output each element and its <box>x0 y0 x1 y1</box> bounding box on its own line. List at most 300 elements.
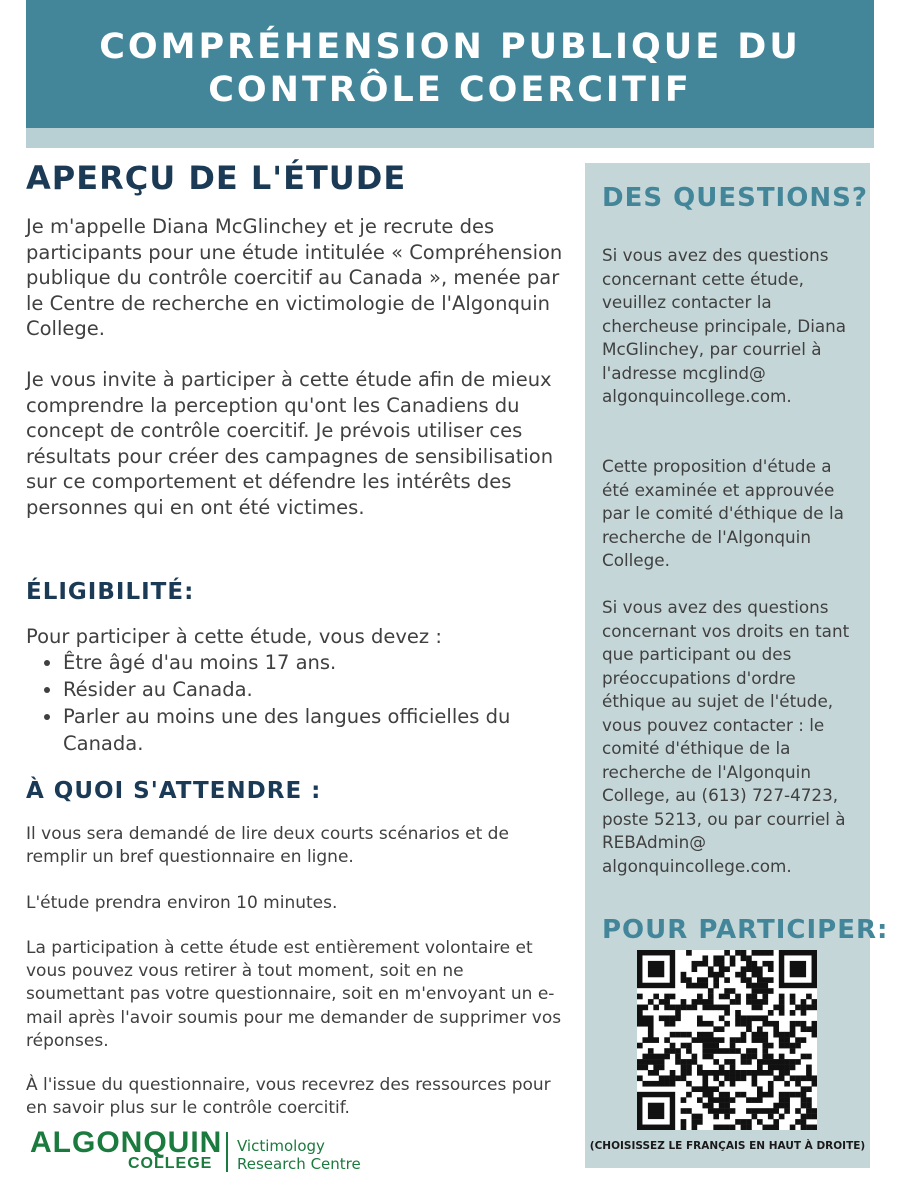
qr-module <box>697 1037 703 1043</box>
list-item: • Parler au moins une des langues officielles du Canada. <box>63 703 566 757</box>
qr-module <box>708 1092 714 1098</box>
qr-module <box>648 1015 654 1021</box>
qr-module <box>779 1103 785 1109</box>
qr-module <box>806 1070 812 1076</box>
qr-module <box>779 1097 785 1103</box>
qr-module <box>746 1054 752 1060</box>
qr-module <box>812 1075 817 1081</box>
qr-module <box>713 1005 719 1011</box>
qr-module <box>762 1070 768 1076</box>
qr-module <box>752 1005 758 1011</box>
qr-module <box>642 1059 648 1065</box>
qr-module <box>812 1026 817 1032</box>
qr-module <box>757 1119 763 1125</box>
qr-module <box>713 1075 719 1081</box>
qr-module <box>708 1103 714 1109</box>
qr-module <box>752 1097 758 1103</box>
qr-module <box>779 1065 785 1071</box>
qr-module <box>681 972 687 978</box>
qr-module <box>779 1054 785 1060</box>
qr-module <box>812 1005 817 1011</box>
qr-module <box>779 1043 785 1049</box>
qr-module <box>752 1054 758 1060</box>
qr-module <box>773 1065 779 1071</box>
qr-module <box>752 961 758 967</box>
qr-module <box>648 1032 654 1038</box>
qr-module <box>670 1021 676 1027</box>
qr-module <box>724 1070 730 1076</box>
qr-module <box>708 972 714 978</box>
qr-module <box>648 1037 654 1043</box>
qr-module <box>664 1015 670 1021</box>
qr-module <box>762 1037 768 1043</box>
qr-module <box>664 1037 670 1043</box>
qr-module <box>741 1054 747 1060</box>
qr-module <box>779 1092 785 1098</box>
qr-module <box>681 1032 687 1038</box>
qr-module <box>708 1048 714 1054</box>
qr-module <box>659 1081 665 1087</box>
qr-module <box>762 1015 768 1021</box>
qr-module <box>724 1075 730 1081</box>
qr-module <box>664 1075 670 1081</box>
qr-module <box>752 950 758 956</box>
qr-module <box>779 1010 785 1016</box>
qr-module <box>741 1125 747 1130</box>
qr-module <box>752 966 758 972</box>
qr-module <box>713 1086 719 1092</box>
qr-module <box>642 1021 648 1027</box>
qr-module <box>812 999 817 1005</box>
qr-module <box>801 1119 807 1125</box>
qr-module <box>708 1097 714 1103</box>
qr-module <box>752 1108 758 1114</box>
qr-module <box>648 1021 654 1027</box>
qr-module <box>642 1015 648 1021</box>
qr-module <box>648 1081 654 1087</box>
qr-module <box>692 961 698 967</box>
qr-module <box>790 1125 796 1130</box>
qr-module <box>790 994 796 1000</box>
qr-module <box>653 1059 659 1065</box>
qr-module <box>762 1092 768 1098</box>
qr-module <box>697 1119 703 1125</box>
qr-module <box>713 1070 719 1076</box>
qr-module <box>735 1015 741 1021</box>
qr-module <box>779 1032 785 1038</box>
qr-module <box>637 1075 643 1081</box>
qr-module <box>675 1005 681 1011</box>
qr-module <box>757 1059 763 1065</box>
qr-module <box>686 1059 692 1065</box>
qr-module <box>806 1103 812 1109</box>
qr-module <box>730 988 736 994</box>
qr-module <box>757 999 763 1005</box>
qr-module <box>724 1103 730 1109</box>
qr-module <box>801 1054 807 1060</box>
qr-module <box>801 1086 807 1092</box>
qr-module <box>670 1032 676 1038</box>
qr-module <box>713 983 719 989</box>
qr-module <box>768 1059 774 1065</box>
qr-module <box>637 1043 643 1049</box>
qr-module <box>637 1059 643 1065</box>
qr-module <box>702 1005 708 1011</box>
qr-note: (CHOISISSEZ LE FRANÇAIS EN HAUT À DROITE) <box>589 1140 866 1152</box>
qr-module <box>768 1065 774 1071</box>
qr-module <box>746 977 752 983</box>
qr-module <box>637 1005 643 1011</box>
qr-module <box>702 983 708 989</box>
qr-module <box>642 1065 648 1071</box>
title-line-2: CONTRÔLE COERCITIF <box>208 70 692 110</box>
qr-module <box>697 999 703 1005</box>
questions-paragraph-1: Si vous avez des questions concernant cette étude, veuillez contacter la chercheuse principale, Diana McGlinchey, par courriel à l'adresse mcglind@ algonquincollege.com. <box>602 245 847 406</box>
qr-module <box>708 1054 714 1060</box>
qr-module <box>692 1037 698 1043</box>
qr-module <box>708 1086 714 1092</box>
qr-module <box>702 977 708 983</box>
qr-module <box>713 972 719 978</box>
qr-module <box>790 1032 796 1038</box>
qr-module <box>702 1086 708 1092</box>
qr-module <box>757 988 763 994</box>
qr-module <box>741 972 747 978</box>
qr-module <box>746 1097 752 1103</box>
qr-module <box>741 1092 747 1098</box>
qr-module <box>697 1032 703 1038</box>
qr-module <box>768 1125 774 1130</box>
qr-module <box>768 1043 774 1049</box>
qr-module <box>702 1032 708 1038</box>
qr-module <box>806 1026 812 1032</box>
qr-module <box>757 977 763 983</box>
qr-module <box>795 1108 801 1114</box>
logo-divider <box>226 1132 228 1172</box>
qr-module <box>757 972 763 978</box>
expect-paragraph-1: Il vous sera demandé de lire deux courts scénarios et de remplir un bref questionnaire en ligne. <box>26 824 509 868</box>
qr-module <box>757 1005 763 1011</box>
qr-module <box>790 1043 796 1049</box>
qr-module <box>757 1092 763 1098</box>
qr-module <box>670 1005 676 1011</box>
qr-module <box>719 994 725 1000</box>
qr-module <box>768 977 774 983</box>
qr-module <box>806 1114 812 1120</box>
qr-module <box>752 1114 758 1120</box>
qr-module <box>757 1037 763 1043</box>
qr-module <box>708 1037 714 1043</box>
qr-module <box>801 1021 807 1027</box>
qr-module <box>708 1043 714 1049</box>
qr-module <box>702 1037 708 1043</box>
qr-module <box>637 1015 643 1021</box>
qr-module <box>724 1125 730 1130</box>
qr-module <box>648 999 654 1005</box>
page-title <box>26 26 874 112</box>
qr-module <box>768 1070 774 1076</box>
qr-module <box>746 966 752 972</box>
qr-module <box>686 1092 692 1098</box>
qr-module <box>812 1108 817 1114</box>
qr-module <box>713 1026 719 1032</box>
qr-module <box>697 977 703 983</box>
qr-module <box>697 1097 703 1103</box>
qr-module <box>670 1081 676 1087</box>
qr-module <box>697 994 703 1000</box>
qr-module <box>790 1021 796 1027</box>
qr-module <box>790 1048 796 1054</box>
qr-module <box>752 988 758 994</box>
qr-module <box>746 999 752 1005</box>
qr-module <box>664 994 670 1000</box>
eligibility-heading: ÉLIGIBILITÉ: <box>26 579 195 605</box>
expect-paragraph-2: L'étude prendra environ 10 minutes. <box>26 893 338 913</box>
logo-college: COLLEGE <box>128 1155 213 1172</box>
qr-module <box>768 1081 774 1087</box>
qr-module <box>708 988 714 994</box>
qr-module <box>681 999 687 1005</box>
qr-module <box>708 1108 714 1114</box>
qr-module <box>730 1048 736 1054</box>
qr-module <box>724 1005 730 1011</box>
qr-module <box>653 1037 659 1043</box>
qr-module <box>773 1119 779 1125</box>
qr-module <box>719 1108 725 1114</box>
qr-module <box>702 1103 708 1109</box>
qr-module <box>746 1015 752 1021</box>
qr-finder <box>648 1103 664 1119</box>
qr-module <box>779 1070 785 1076</box>
logo-subtitle-2: Research Centre <box>237 1155 361 1173</box>
expect-heading: À QUOI S'ATTENDRE : <box>26 778 322 804</box>
qr-module <box>735 999 741 1005</box>
qr-module <box>762 1108 768 1114</box>
qr-module <box>719 961 725 967</box>
qr-module <box>713 1114 719 1120</box>
questions-heading: DES QUESTIONS? <box>602 183 868 213</box>
qr-module <box>681 1125 687 1130</box>
qr-module <box>675 1010 681 1016</box>
overview-paragraph-1: Je m'appelle Diana McGlinchey et je recrute des participants pour une étude intitulée « Compréhension publique du contrôle coercitif au Canada », menée par le Centre de recherche en victimologie de l'Algonquin College. <box>26 215 563 340</box>
qr-module <box>692 1119 698 1125</box>
qr-module <box>686 1043 692 1049</box>
qr-module <box>735 1119 741 1125</box>
qr-module <box>719 1125 725 1130</box>
qr-module <box>719 1081 725 1087</box>
qr-module <box>762 1021 768 1027</box>
qr-module <box>773 1026 779 1032</box>
qr-module <box>768 1108 774 1114</box>
qr-module <box>741 977 747 983</box>
qr-module <box>686 977 692 983</box>
qr-module <box>724 1048 730 1054</box>
qr-module <box>692 1125 698 1130</box>
qr-module <box>741 1070 747 1076</box>
qr-module <box>719 972 725 978</box>
qr-module <box>762 1032 768 1038</box>
qr-module <box>708 1005 714 1011</box>
qr-module <box>752 1037 758 1043</box>
qr-module <box>724 988 730 994</box>
qr-module <box>801 1097 807 1103</box>
qr-module <box>730 1037 736 1043</box>
qr-module <box>752 1032 758 1038</box>
qr-module <box>746 1026 752 1032</box>
qr-module <box>653 1070 659 1076</box>
qr-module <box>670 1070 676 1076</box>
qr-module <box>784 1070 790 1076</box>
qr-module <box>790 1026 796 1032</box>
qr-module <box>757 966 763 972</box>
qr-module <box>730 999 736 1005</box>
qr-module <box>730 955 736 961</box>
qr-module <box>779 999 785 1005</box>
qr-module <box>730 961 736 967</box>
qr-module <box>686 1065 692 1071</box>
header-stripe <box>26 128 874 148</box>
qr-module <box>806 1065 812 1071</box>
qr-module <box>708 966 714 972</box>
qr-module <box>801 1103 807 1109</box>
qr-module <box>795 1043 801 1049</box>
qr-module <box>681 1070 687 1076</box>
qr-module <box>724 1010 730 1016</box>
qr-module <box>724 977 730 983</box>
overview-paragraph-2: Je vous invite à participer à cette étude afin de mieux comprendre la perception qu'ont les Canadiens du concept de contrôle coercitif. Je prévois utiliser ces résultats pour créer des campagnes de sensibilisation sur ce comportement et défendre les intérêts des personnes qui en ont été victimes. <box>26 368 554 519</box>
qr-module <box>702 1075 708 1081</box>
qr-module <box>735 994 741 1000</box>
qr-module <box>752 1015 758 1021</box>
qr-module <box>642 1081 648 1087</box>
qr-module <box>735 1037 741 1043</box>
qr-module <box>762 1048 768 1054</box>
qr-module <box>757 950 763 956</box>
eligibility-intro: Pour participer à cette étude, vous devez : <box>26 625 442 648</box>
qr-module <box>730 1075 736 1081</box>
qr-module <box>795 1005 801 1011</box>
qr-module <box>741 1015 747 1021</box>
qr-module <box>768 988 774 994</box>
qr-module <box>790 1075 796 1081</box>
qr-module <box>735 1092 741 1098</box>
qr-module <box>692 1005 698 1011</box>
qr-module <box>681 1119 687 1125</box>
qr-module <box>741 1119 747 1125</box>
qr-module <box>719 955 725 961</box>
qr-module <box>653 994 659 1000</box>
qr-module <box>724 1021 730 1027</box>
qr-module <box>806 1005 812 1011</box>
qr-code[interactable] <box>637 950 817 1130</box>
qr-module <box>675 1059 681 1065</box>
qr-module <box>784 1037 790 1043</box>
qr-finder <box>790 961 806 977</box>
qr-module <box>795 1119 801 1125</box>
qr-module <box>648 1059 654 1065</box>
qr-module <box>779 1037 785 1043</box>
questions-sidebar <box>585 163 889 1168</box>
qr-module <box>784 1081 790 1087</box>
qr-module <box>735 1075 741 1081</box>
qr-module <box>675 1015 681 1021</box>
qr-module <box>773 1103 779 1109</box>
qr-module <box>752 983 758 989</box>
qr-module <box>702 999 708 1005</box>
qr-module <box>757 1026 763 1032</box>
qr-module <box>670 1075 676 1081</box>
qr-module <box>746 1108 752 1114</box>
qr-module <box>806 994 812 1000</box>
qr-module <box>713 1037 719 1043</box>
expect-paragraph-3: La participation à cette étude est entièrement volontaire et vous pouvez vous retirer à tout moment, soit en ne soumettant pas votre questionnaire, soit en m'envoyant un e-mail après l'avoir soumis pour me demander de supprimer vos réponses. <box>26 938 562 1051</box>
algonquin-logo <box>30 1128 370 1176</box>
qr-module <box>719 1005 725 1011</box>
qr-module <box>637 1010 643 1016</box>
title-line-1: COMPRÉHENSION PUBLIQUE DU <box>99 27 801 67</box>
qr-module <box>768 1114 774 1120</box>
qr-module <box>762 988 768 994</box>
qr-module <box>784 1108 790 1114</box>
qr-module <box>735 1048 741 1054</box>
qr-module <box>757 1015 763 1021</box>
qr-module <box>746 1070 752 1076</box>
qr-module <box>741 966 747 972</box>
qr-module <box>719 1092 725 1098</box>
qr-module <box>773 1021 779 1027</box>
qr-module <box>713 1125 719 1130</box>
qr-module <box>795 1037 801 1043</box>
qr-module <box>812 1125 817 1130</box>
qr-module <box>642 1037 648 1043</box>
qr-module <box>708 1070 714 1076</box>
qr-module <box>806 1054 812 1060</box>
qr-module <box>702 955 708 961</box>
qr-module <box>648 1054 654 1060</box>
qr-module <box>730 1065 736 1071</box>
qr-module <box>773 1075 779 1081</box>
qr-module <box>692 966 698 972</box>
qr-module <box>670 1043 676 1049</box>
qr-module <box>708 1021 714 1027</box>
qr-module <box>637 994 643 1000</box>
qr-module <box>659 1054 665 1060</box>
qr-module <box>762 983 768 989</box>
qr-module <box>773 1125 779 1130</box>
qr-module <box>801 1026 807 1032</box>
qr-module <box>812 1021 817 1027</box>
qr-module <box>812 1114 817 1120</box>
qr-module <box>768 950 774 956</box>
list-item: • Être âgé d'au moins 17 ans. <box>63 649 566 676</box>
qr-module <box>795 1075 801 1081</box>
qr-module <box>648 1026 654 1032</box>
qr-module <box>779 1059 785 1065</box>
qr-module <box>697 961 703 967</box>
qr-module <box>719 1037 725 1043</box>
qr-module <box>768 961 774 967</box>
qr-module <box>790 999 796 1005</box>
qr-module <box>659 1065 665 1071</box>
qr-module <box>719 1048 725 1054</box>
qr-module <box>741 1059 747 1065</box>
qr-module <box>686 1048 692 1054</box>
qr-module <box>746 1021 752 1027</box>
header-banner <box>26 0 874 128</box>
qr-module <box>702 961 708 967</box>
qr-module <box>719 1103 725 1109</box>
qr-module <box>697 1021 703 1027</box>
